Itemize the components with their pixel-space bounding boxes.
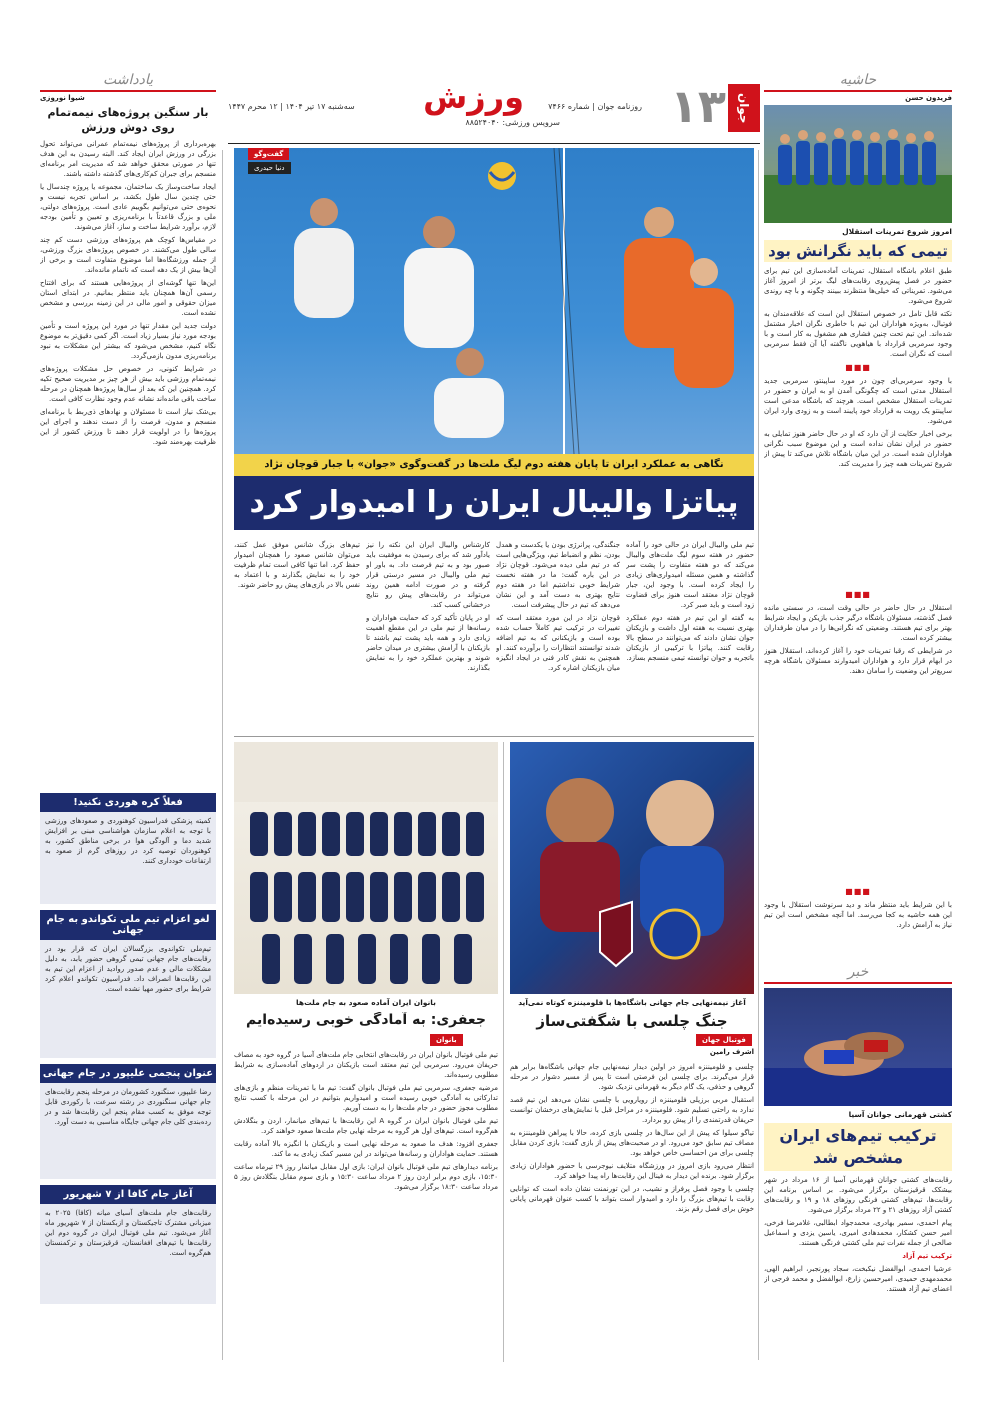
brief-box-3-title: عنوان پنجمی علیپور در جام جهانی bbox=[40, 1064, 216, 1083]
right-paragraph: در شرایطی که رقبا تمرینات خود را آغاز کرده‌اند، استقلال هنوز در ابهام قرار دارد و هواداران امیدوارند مسئولان باشگاه هرچه سریع‌تر این وضعیت را سامان دهند. bbox=[764, 647, 952, 675]
masthead-logo-number: ۱۳ bbox=[669, 79, 726, 133]
lead-headline-bar bbox=[234, 476, 754, 530]
left-body bbox=[40, 139, 216, 779]
right-paragraph: نکته قابل تامل در خصوص استقلال این است که علاقه‌مندان به فوتبال، به‌ویژه هواداران این تیم با خاطری نگران اخبار مشتمل شده‌اند. این تیم تحت چنین فشاری هم مشغول به کار است و با وجود سرمربی قرارداد با هیاهویی ناگفته آیا آن فقط سرمربی است که نگران است. bbox=[764, 310, 952, 358]
right-headline: تیمی که باید نگرانش بود bbox=[764, 240, 952, 262]
volleyball-players-photo bbox=[234, 148, 754, 454]
left-paragraph: بهره‌برداری از پروژه‌های نیمه‌تمام عمرانی می‌تواند تحول بزرگی در ورزش ایران ایجاد کند. البته رسیدن به این هدف تنها در صورتی محقق خواهد شد که مدیریت امر برنامه‌ای منسجم برای جبران کم‌کاری‌های گذشته داشته باشند. bbox=[40, 140, 216, 178]
left-paragraph: دولت جدید این مقدار تنها در مورد این پروژه است و تأمین بودجه مورد نیاز بسیار زیاد است. اگر کمی دقیق‌تر به موضوع نگاه کنیم، مشخص می‌شود که بیشتر این مشکلات به نبود برنامه‌ریزی مدون بازمی‌گردد. bbox=[40, 322, 216, 360]
lead-headline: پیاتزا والیبال ایران را امیدوار کرد bbox=[249, 485, 739, 520]
women-paragraph: تیم ملی فوتبال بانوان ایران در رقابت‌های انتخابی جام ملت‌های آسیا در گروه خود به مصاف حریفان می‌رود. سرمربی این تیم معتقد است بازیکنان در اردوهای آماده‌سازی به شرایط مطلوبی رسیده‌اند. bbox=[234, 1051, 498, 1079]
women-paragraph: تیم ملی فوتبال بانوان ایران در گروه A این رقابت‌ها با تیم‌های میانمار، اردن و بنگلادش هم‌گروه است. تیم‌های اول هر گروه به مرحله نهایی جام ملت‌ها صعود خواهند کرد. bbox=[234, 1117, 498, 1135]
left-headline: بار سنگین پروژه‌های نیمه‌تمام روی دوش ورزش bbox=[47, 106, 209, 134]
right-paragraph: طبق اعلام باشگاه استقلال، تمرینات آماده‌سازی این تیم برای حضور در فصل پیش‌روی رقابت‌های لیگ برتر از امروز آغاز می‌شود. تمریناتی که خیلی‌ها منتظرند ببینند چگونه و با چه روندی شروع می‌شود. bbox=[764, 267, 952, 305]
news-paragraph: عرشیا احمدی، ابوالفضل نیکبخت، سجاد پورنجبر، ابراهیم الهی، محمدمهدی حمیدی، امیرحسین زارع، ابوالفضل و محمد فرجی از اعضای تیم آزاد هستند. bbox=[764, 1265, 952, 1293]
brief-box-1 bbox=[40, 793, 216, 904]
section-title: ورزش bbox=[423, 78, 524, 116]
women-paragraph: برنامه دیدارهای تیم ملی فوتبال بانوان ایران: بازی اول مقابل میانمار روز ۲۹ تیرماه ساعت ۱۵:۳۰، بازی دوم برابر اردن روز ۲ مرداد ساعت ۱۵:۳۰ و بازی سوم مقابل بنگلادش روز ۵ مرداد ساعت ۱۸:۳۰ برگزار می‌شود. bbox=[234, 1163, 498, 1191]
right-paragraph: برخی اخبار حکایت از آن دارد که او در حال حاضر هنوز تمایلی به حضور در ایران نشان نداده است و این موضوع سبب نگرانی هواداران شده است. در این میان باشگاه تلاش می‌کند تا پیش از شروع تمرینات همه چیز را مدیریت کند. bbox=[764, 430, 952, 468]
left-section-label: یادداشت bbox=[103, 72, 153, 88]
right-body-2 bbox=[764, 376, 952, 586]
brief-box-2-text: تیم‌ملی تکواندوی بزرگسالان ایران که قرار بود در رقابت‌های جام جهانی تیمی گروهی حضور یابد، به دلیل مشکلات مالی و عدم صدور روادید از اعزام این تیم به این رقابت‌ها انصراف داد. فدراسیون تکواندو اعلام کرد شرایط برای حضور مهیا نشده است. bbox=[40, 940, 216, 1058]
news-body bbox=[764, 1175, 952, 1325]
football-tag: فوتبال جهان bbox=[696, 1034, 752, 1046]
lead-tag: گفت‌وگو bbox=[248, 148, 289, 160]
football-photo bbox=[510, 742, 754, 994]
left-paragraph: در شرایط کنونی، در خصوص حل مشکلات پروژه‌های نیمه‌تمام ورزشی باید بیش از هر چیز بر مدیریت صحیح تکیه کرد. همچنین این که بعد از سال‌ها پروژه‌ها همچنان در مرحله ساخت باقی مانده‌اند نشانه عدم وجود نظارت کافی است. bbox=[40, 365, 216, 403]
left-paragraph: بی‌شک نیاز است تا مسئولان و نهادهای ذی‌ربط با برنامه‌ای منسجم و مدون، فرصت را از دست ندهند و اجرای این پروژه‌ها را در اولویت قرار دهند تا ورزش کشور از این ظرفیت بهره‌مند شود. bbox=[40, 408, 216, 446]
wrestling-photo bbox=[764, 988, 952, 1106]
right-photo bbox=[764, 105, 952, 223]
lead-col-2 bbox=[496, 540, 620, 730]
football-paragraph: استقبال مربی برزیلی فلومیننزه از رویارویی با چلسی نشان می‌دهد این تیم قصد ندارد به راحتی تسلیم شود. فلومیننزه در مراحل قبل با نمایش‌های درخشان توانست حریفان قدرتمندی را از پیش رو بردارد. bbox=[510, 1096, 754, 1124]
news-paragraph: پیام احمدی، سمیر بهادری، محمدجواد ابطالبی، غلامرضا فرخی، امیر حسن کشکار، محمدهادی امیری، یاسین یزدی و اسماعیل صالحی از جمله نفرات تیم ملی کشتی فرنگی هستند. bbox=[764, 1219, 952, 1247]
separator-dots: ■■■ bbox=[845, 590, 871, 599]
separator-dots: ■■■ bbox=[845, 887, 871, 896]
news-section-label: خبر bbox=[847, 964, 869, 980]
women-paragraph: جعفری افزود: هدف ما صعود به مرحله نهایی است و بازیکنان با انگیزه بالا آماده رقابت هستند. حمایت هواداران و رسانه‌ها می‌تواند در این مسیر کمک زیادی به ما کند. bbox=[234, 1140, 498, 1158]
right-kicker: امروز شروع تمرینات استقلال bbox=[842, 227, 952, 236]
right-section-label: حاشیه bbox=[839, 72, 877, 88]
women-headline: جعفری: به آمادگی خوبی رسیده‌ایم bbox=[246, 1012, 486, 1028]
right-body-4 bbox=[764, 900, 952, 960]
lead-paragraph: جنگندگی، پرانرژی بودن یا یکدست و همدل بودن، نظم و انضباط تیم، ویژگی‌هایی است که در تیم ملی دیده می‌شود. قوچان نژاد در این باره گفت: ما در هفته نخست شرایط خوبی نداشتیم اما در هفته دوم نتایج بهتری به دست آمد و این نشان می‌دهد که تیم در حال پیشرفت است. bbox=[496, 541, 620, 609]
brief-box-2 bbox=[40, 910, 216, 1058]
masthead bbox=[228, 72, 760, 144]
lead-paragraph: تیم‌های بزرگ شانس موفق عمل کنند، می‌توان شانس صعود را همچنان امیدوار حفظ کرد. اما تنها کافی است تمام ظرفیت خود را به نمایش بگذارند و با اعتماد به نفس بالا در بازی‌های پیش رو حاضر شوند. bbox=[234, 541, 360, 589]
football-paragraph: تیاگو سیلوا که پیش از این سال‌ها در چلسی بازی کرده، حالا با پیراهن فلومیننزه به مصاف تیم سابق خود می‌رود. او در صحبت‌های پیش از بازی گفت: بازی کردن مقابل چلسی برای من احساسی خاص خواهد بود. bbox=[510, 1129, 754, 1157]
separator-dots: ■■■ bbox=[845, 363, 871, 372]
brief-box-4-text: رقابت‌های جام ملت‌های آسیای میانه (کافا) ۲۰۲۵ به میزبانی مشترک تاجیکستان و ازبکستان از ۷ شهریور ماه آغاز می‌شود. تیم ملی فوتبال ایران در گروه دوم این رقابت‌ها با تیم‌های افغانستان، قرقیزستان و ترکمنستان هم‌گروه است. bbox=[40, 1204, 216, 1304]
news-headline: ترکیب تیم‌های ایران مشخص شد bbox=[764, 1123, 952, 1171]
masthead-issue: روزنامه جوان | شماره ۷۴۶۶ bbox=[548, 102, 642, 111]
lead-byline: دنیا حیدری bbox=[248, 162, 291, 174]
football-paragraph: چلسی و فلومیننزه امروز در اولین دیدار نیمه‌نهایی جام جهانی باشگاه‌ها برابر هم قرار می‌گیرند. برای چلسی این فرصتی است تا پس از مسیر دشوار در مرحله گروهی و حذفی، یک گام دیگر به قهرمانی نزدیک شود. bbox=[510, 1063, 754, 1091]
masthead-service: سرویس ورزشی: ۸۸۵۲۴۰۴۰ bbox=[465, 118, 560, 127]
right-author: فریدون حسن bbox=[905, 94, 952, 102]
right-paragraph: با این شرایط باید منتظر ماند و دید سرنوشت استقلال با وجود این همه حاشیه به کجا می‌رسد. اما آنچه مشخص است این تیم نیاز به آرامش دارد. bbox=[764, 901, 952, 929]
news-photo bbox=[764, 988, 952, 1106]
lead-overline-text: نگاهی به عملکرد ایران تا پایان هفته دوم لیگ ملت‌ها در گفت‌وگوی «جوان» با جبار قوچان نژاد bbox=[264, 459, 724, 470]
football-kicker: آغاز نیمه‌نهایی جام جهانی باشگاه‌ها با فلومیننزه کوتاه نمی‌آید bbox=[518, 998, 746, 1007]
news-subheading: ترکیب تیم آزاد bbox=[902, 1252, 952, 1260]
brief-box-3 bbox=[40, 1064, 216, 1179]
lead-paragraph: به گفته او این تیم در هفته دوم عملکرد بهتری نسبت به هفته اول داشت و بازیکنان جوان نشان دادند که می‌توانند در سطح بالا رقابت کنند. پیاتزا با ترکیبی از بازیکنان باتجربه و جوان توانسته تیمی منسجم بسازد. bbox=[626, 614, 754, 662]
lead-paragraph: کارشناس والیبال ایران این نکته را نیز یادآور شد که برای رسیدن به موفقیت باید صبور بود و به تیم فرصت داد. به باور او تیم ملی والیبال در مسیر درستی قرار گرفته و در صورت ادامه همین روند می‌تواند در رقابت‌های پیش رو نتایج درخشانی کسب کند. bbox=[366, 541, 490, 609]
news-kicker: کشتی قهرمانی جوانان آسیا bbox=[848, 1110, 952, 1119]
masthead-logo bbox=[660, 78, 760, 138]
brief-box-3-text: رضا علیپور، سنگنورد کشورمان در مرحله پنجم رقابت‌های جام جهانی سنگنوردی در رشته سرعت، با رکوردی قابل توجه موفق به کسب مقام پنجم این رقابت‌ها شد و در رده‌بندی کلی جام جهانی جایگاه مناسبی به دست آورد. bbox=[40, 1083, 216, 1179]
right-column bbox=[764, 72, 952, 1372]
brief-box-4 bbox=[40, 1185, 216, 1304]
brief-box-1-text: کمیته پزشکی فدراسیون کوهنوردی و صعودهای ورزشی با توجه به اعلام سازمان هواشناسی مبنی بر افزایش شدید دما و آلودگی هوا در برخی مناطق کشور، به کوهنوردان توصیه کرد در روزهای گرم از صعود به ارتفاعات خودداری کنند. bbox=[40, 812, 216, 904]
lead-col-3 bbox=[366, 540, 490, 730]
masthead-date: سه‌شنبه ۱۷ تیر ۱۴۰۴ | ۱۲ محرم ۱۴۴۷ bbox=[228, 102, 355, 111]
left-author: شیوا نوروزی bbox=[40, 94, 85, 102]
news-paragraph: رقابت‌های کشتی جوانان قهرمانی آسیا از ۱۶ مرداد در شهر بیشکک قرقیزستان برگزار می‌شود. بر اساس برنامه این رقابت‌ها، تیم‌های کشتی فرنگی روزهای ۱۸ و ۱۹ و رقابت‌های کشتی آزاد روزهای ۲۱ و ۲۲ مرداد برگزار می‌شود. bbox=[764, 1176, 952, 1214]
left-paragraph: این‌ها تنها گوشه‌ای از پروژه‌هایی هستند که برای افتتاح رسمی آن‌ها همچنان باید منتظر بمانیم. در ابتدای استان میزان حقوقی و امور مالی در این زمینه بررسی و مشخص نشده است. bbox=[40, 279, 216, 317]
women-team-photo bbox=[234, 742, 498, 994]
women-paragraph: مرضیه جعفری، سرمربی تیم ملی فوتبال بانوان گفت: تیم ما با تمرینات منظم و بازی‌های تدارکاتی به آمادگی خوبی رسیده است و امیدواریم بتوانیم در این مرحله با کسب نتایج مطلوب مجوز حضور در جام ملت‌ها را به دست آوریم. bbox=[234, 1084, 498, 1112]
lead-overline bbox=[234, 454, 754, 476]
lead-col-4 bbox=[234, 540, 360, 730]
women-kicker: بانوان ایران آماده صعود به جام ملت‌ها bbox=[296, 998, 436, 1007]
lead-paragraph: او در پایان تأکید کرد که حمایت هواداران و رسانه‌ها از تیم ملی در این مقطع اهمیت زیادی دارد و همه باید پشت تیم باشند تا بازیکنان با آرامش بیشتری در میدان حاضر شوند و بهترین عملکرد خود را به نمایش بگذارند. bbox=[366, 614, 490, 672]
football-paragraph: چلسی با وجود فصل پرفراز و نشیب، در این تورنمنت نشان داده است که توانایی رقابت با تیم‌های بزرگ را دارد و امیدوار است بتواند با کسب عنوان قهرمانی پایانی خوش برای فصل رقم بزند. bbox=[510, 1185, 754, 1213]
left-paragraph: ایجاد ساخت‌وساز یک ساختمان، مجموعه یا پروژه چندسال یا حتی چندین سال طول بکشد، بر اساس تجربه نیست و نحوه‌ی حتی می‌توانیم بگوییم عادی است. پروژه‌های دولتی، ملی و بزرگ قاعدتاً با برنامه‌ریزی و تعیین و تأمین بودجه لازم، برآورد شرایط ساخت و ساز، آغاز می‌شوند. bbox=[40, 183, 216, 231]
right-paragraph: استقلال در حال حاضر در حالی وقت است، در سستی مانده فصل گذشته، مسئولان باشگاه درگیر جذب بازیکن و ایجاد شرایط بهتر برای تیم هستند. وضعیتی که نگرانی‌ها را در میان طرفداران بیشتر کرده است. bbox=[764, 604, 952, 642]
football-paragraph: انتظار می‌رود بازی امروز در ورزشگاه متلایف نیوجرسی با حضور هواداران زیادی برگزار شود. برنده این دیدار به فینال این رقابت‌ها راه پیدا خواهد کرد. bbox=[510, 1162, 754, 1180]
women-body bbox=[234, 1050, 498, 1362]
football-byline: اشرف رامین bbox=[709, 1048, 754, 1056]
brief-box-2-title: لغو اعزام تیم ملی تکواندو به جام جهانی bbox=[40, 910, 216, 940]
women-photo bbox=[234, 742, 498, 994]
lead-paragraph: قوچان نژاد در این مورد معتقد است که تغییرات در ترکیب تیم کاملاً حساب شده بوده است و بازیکنانی که به تیم اضافه شدند توانستند انتظارات را برآورده کنند. او همچنین به نقش کادر فنی در ایجاد انگیزه میان بازیکنان اشاره کرد. bbox=[496, 614, 620, 672]
team-huddle-photo bbox=[764, 105, 952, 223]
lead-paragraph: تیم ملی والیبال ایران در حالی خود را آماده حضور در هفته سوم لیگ ملت‌های والیبال می‌کند که دو هفته متفاوت را پشت سر گذاشته و همین مسئله امیدواری‌های زیادی را ایجاد کرده است. با وجود این، جبار قوچان نژاد معتقد است هنوز برای قضاوت زود است و باید صبر کرد. bbox=[626, 541, 754, 609]
football-body bbox=[510, 1062, 754, 1362]
lead-photo bbox=[234, 148, 754, 454]
brief-box-4-title: آغاز جام کافا از ۷ شهریور bbox=[40, 1185, 216, 1204]
brief-box-1-title: فعلاً کره هوردی نکنید! bbox=[40, 793, 216, 812]
women-tag: بانوان bbox=[430, 1034, 463, 1046]
right-body-3 bbox=[764, 603, 952, 883]
chelsea-fluminense-photo bbox=[510, 742, 754, 994]
lead-col-1 bbox=[626, 540, 754, 730]
football-headline: جنگ چلسی با شگفتی‌ساز bbox=[536, 1012, 728, 1030]
right-body-1 bbox=[764, 266, 952, 359]
masthead-logo-name: جوان bbox=[728, 84, 760, 132]
right-paragraph: با وجود سرمربی‌ای چون در مورد ساپینتو، سرمربی جدید استقلال مدتی است که چگونگی آمدن او به ایران و حضور در تمرینات استقلال مشخص است. هرچند که باشگاه مدعی است ساپینتو یک رویت به قرارداد خود پایبند است و به زودی وارد ایران می‌شود. bbox=[764, 377, 952, 425]
left-paragraph: در مقیاس‌ها کوچک هم پروژه‌های ورزشی دست کم چند سالی طول می‌کشند. در خصوص پروژه‌های بزرگ ورزشی، از جمله ورزشگاه‌ها اما موضوع متفاوت است و برخی از آن‌ها بیش از یک دهه است که ناتمام مانده‌اند. bbox=[40, 236, 216, 274]
left-column bbox=[40, 72, 216, 1362]
